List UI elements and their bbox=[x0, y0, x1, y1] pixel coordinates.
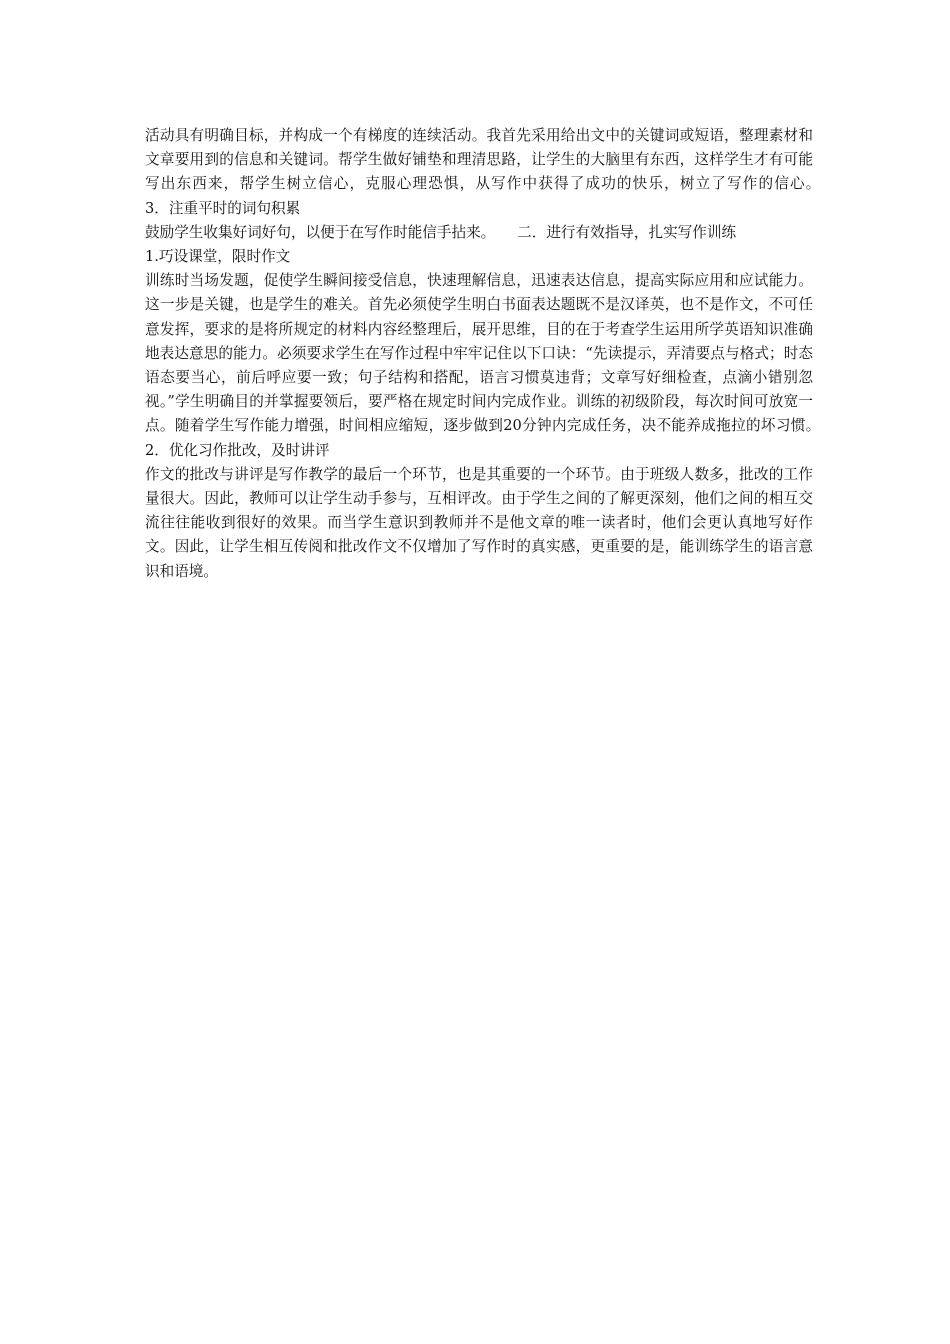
document-page bbox=[145, 124, 843, 584]
paragraph-heading-timed-writing: 1.巧设课堂，限时作文 bbox=[145, 248, 291, 266]
paragraph-activity-goals: 活动具有明确目标，并构成一个有梯度的连续活动。我首先采用给出文中的关键词或短语，整理素材和文章要用到的信息和关键词。帮学生做好铺垫和理清思路，让学生的大脑里有东西，这样学生才有可能写出东西来，帮学生树立信心，克服心理恐惧，从写作中获得了成功的快乐，树立了写作的信心。 3．注重平时的词句积累 bbox=[145, 127, 843, 217]
paragraph-collect-phrases: 鼓励学生收集好词好句，以便于在写作时能信手拈来。 二．进行有效指导，扎实写作训练 bbox=[145, 223, 737, 241]
paragraph-training-method: 训练时当场发题，促使学生瞬间接受信息，快速理解信息，迅速表达信息，提高实际应用和应试能力。这一步是关键，也是学生的难关。首先必须使学生明白书面表达题既不是汉译英，也不是作文，不可任意发挥，要求的是将所规定的材料内容经整理后，展开思维，目的在于考查学生运用所学英语知识准确地表达意思的能力。必须要求学生在写作过程中牢牢记住以下口诀：“先读提示，弄清要点与格式；时态语态要当心，前后呼应要一致；句子结构和搭配，语言习惯莫违背；文章写好细检查，点滴小错别忽视。”学生明确目的并掌握要领后，要严格在规定时间内完成作业。训练的初级阶段，每次时间可放宽一点。随着学生写作能力增强，时间相应缩短，逐步做到20分钟内完成任务，决不能养成拖拉的坏习惯。 2．优化习作批改，及时讲评 bbox=[145, 272, 843, 459]
paragraph-marking-review: 作文的批改与讲评是写作教学的最后一个环节，也是其重要的一个环节。由于班级人数多，批改的工作量很大。因此，教师可以让学生动手参与，互相评改。由于学生之间的了解更深刻，他们之间的相互交流往往能收到很好的效果。而当学生意识到教师并不是他文章的唯一读者时，他们会更认真地写好作文。因此，让学生相互传阅和批改作文不仅增加了写作时的真实感，更重要的是，能训练学生的语言意识和语境。 bbox=[145, 465, 813, 580]
